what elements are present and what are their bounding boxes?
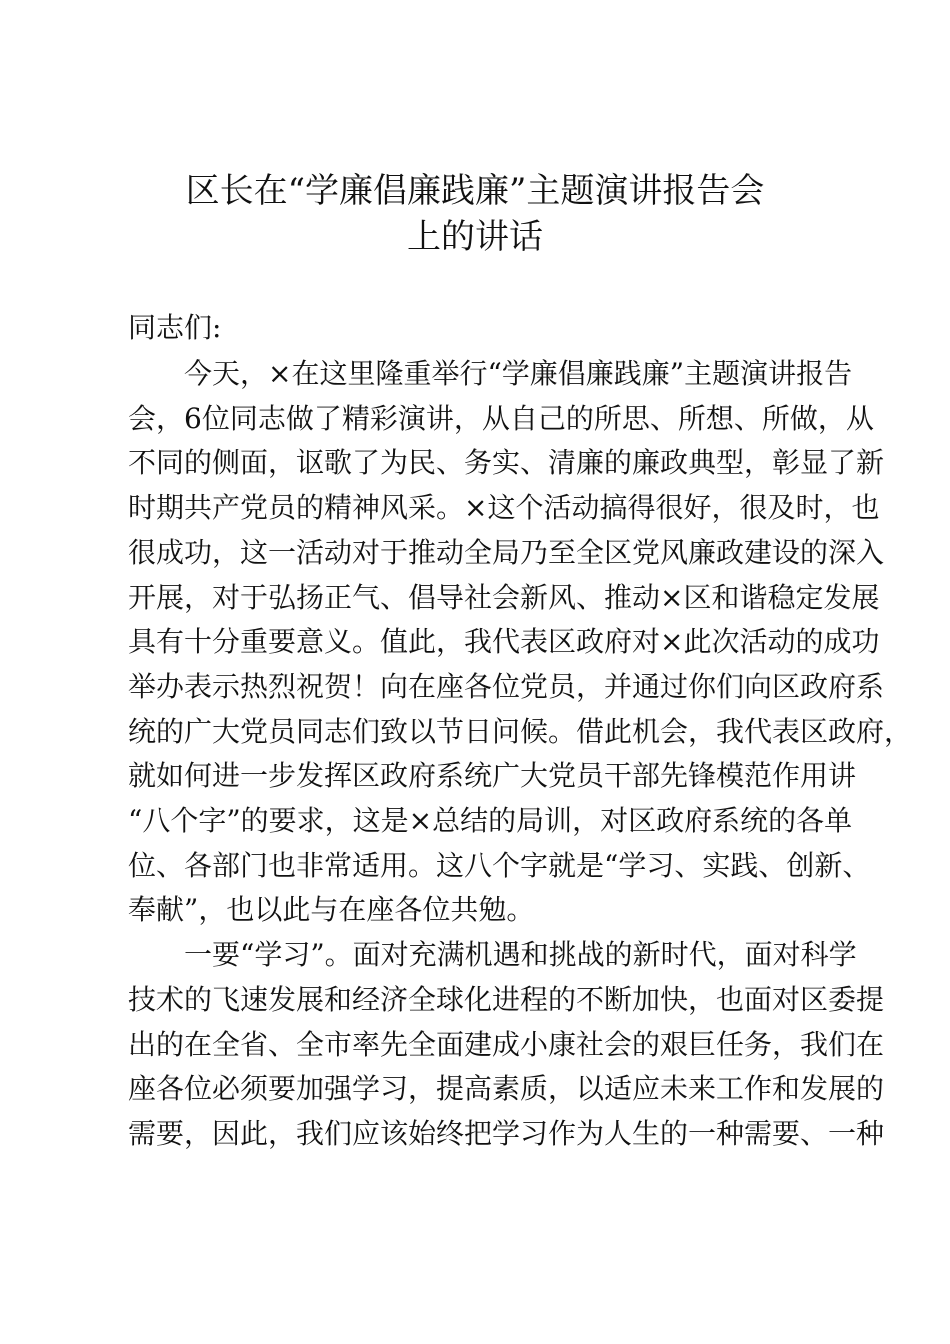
- salutation: 同志们:: [128, 311, 222, 344]
- paragraph-line: 一要“学习”。面对充满机遇和挑战的新时代，面对科学: [128, 938, 857, 972]
- paragraph-line: 开展，对于弘扬正气、倡导社会新风、推动×区和谐稳定发展: [128, 580, 880, 614]
- paragraph-line: 出的在全省、全市率先全面建成小康社会的艰巨任务，我们在: [128, 1027, 885, 1061]
- paragraph-line: 座各位必须要加强学习，提高素质，以适应未来工作和发展的: [128, 1072, 885, 1106]
- paragraph-line: 位、各部门也非常适用。这八个字就是“学习、实践、创新、: [128, 848, 871, 882]
- paragraph-line: 技术的飞速发展和经济全球化进程的不断加快，也面对区委提: [128, 982, 885, 1016]
- paragraph-line: 奉献”，也以此与在座各位共勉。: [128, 893, 535, 927]
- title-line-2: 上的讲话: [407, 217, 543, 257]
- paragraph-line: 很成功，这一活动对于推动全局乃至全区党风廉政建设的深入: [128, 535, 885, 569]
- paragraph-line: 会，6位同志做了精彩演讲，从自己的所思、所想、所做，从: [128, 401, 874, 435]
- paragraph-line: 时期共产党员的精神风采。×这个活动搞得很好，很及时，也: [128, 491, 880, 525]
- paragraph-line: 今天，×在这里隆重举行“学廉倡廉践廉”主题演讲报告: [128, 357, 853, 390]
- paragraph-line: 就如何进一步发挥区政府系统广大党员干部先锋模范作用讲: [128, 759, 857, 793]
- paragraph-line: 举办表示热烈祝贺！向在座各位党员，并通过你们向区政府系: [128, 669, 885, 703]
- paragraph-line: “八个字”的要求，这是×总结的局训，对区政府系统的各单: [128, 804, 853, 837]
- title-line-1: 区长在“学廉倡廉践廉”主题演讲报告会: [185, 171, 765, 211]
- paragraph-line: 需要，因此，我们应该始终把学习作为人生的一种需要、一种: [128, 1116, 885, 1150]
- paragraph-line: 不同的侧面，讴歌了为民、务实、清廉的廉政典型，彰显了新: [128, 446, 885, 480]
- paragraph-line: 具有十分重要意义。值此，我代表区政府对×此次活动的成功: [128, 625, 880, 659]
- paragraph-line: 统的广大党员同志们致以节日问候。借此机会，我代表区政府，: [128, 714, 913, 748]
